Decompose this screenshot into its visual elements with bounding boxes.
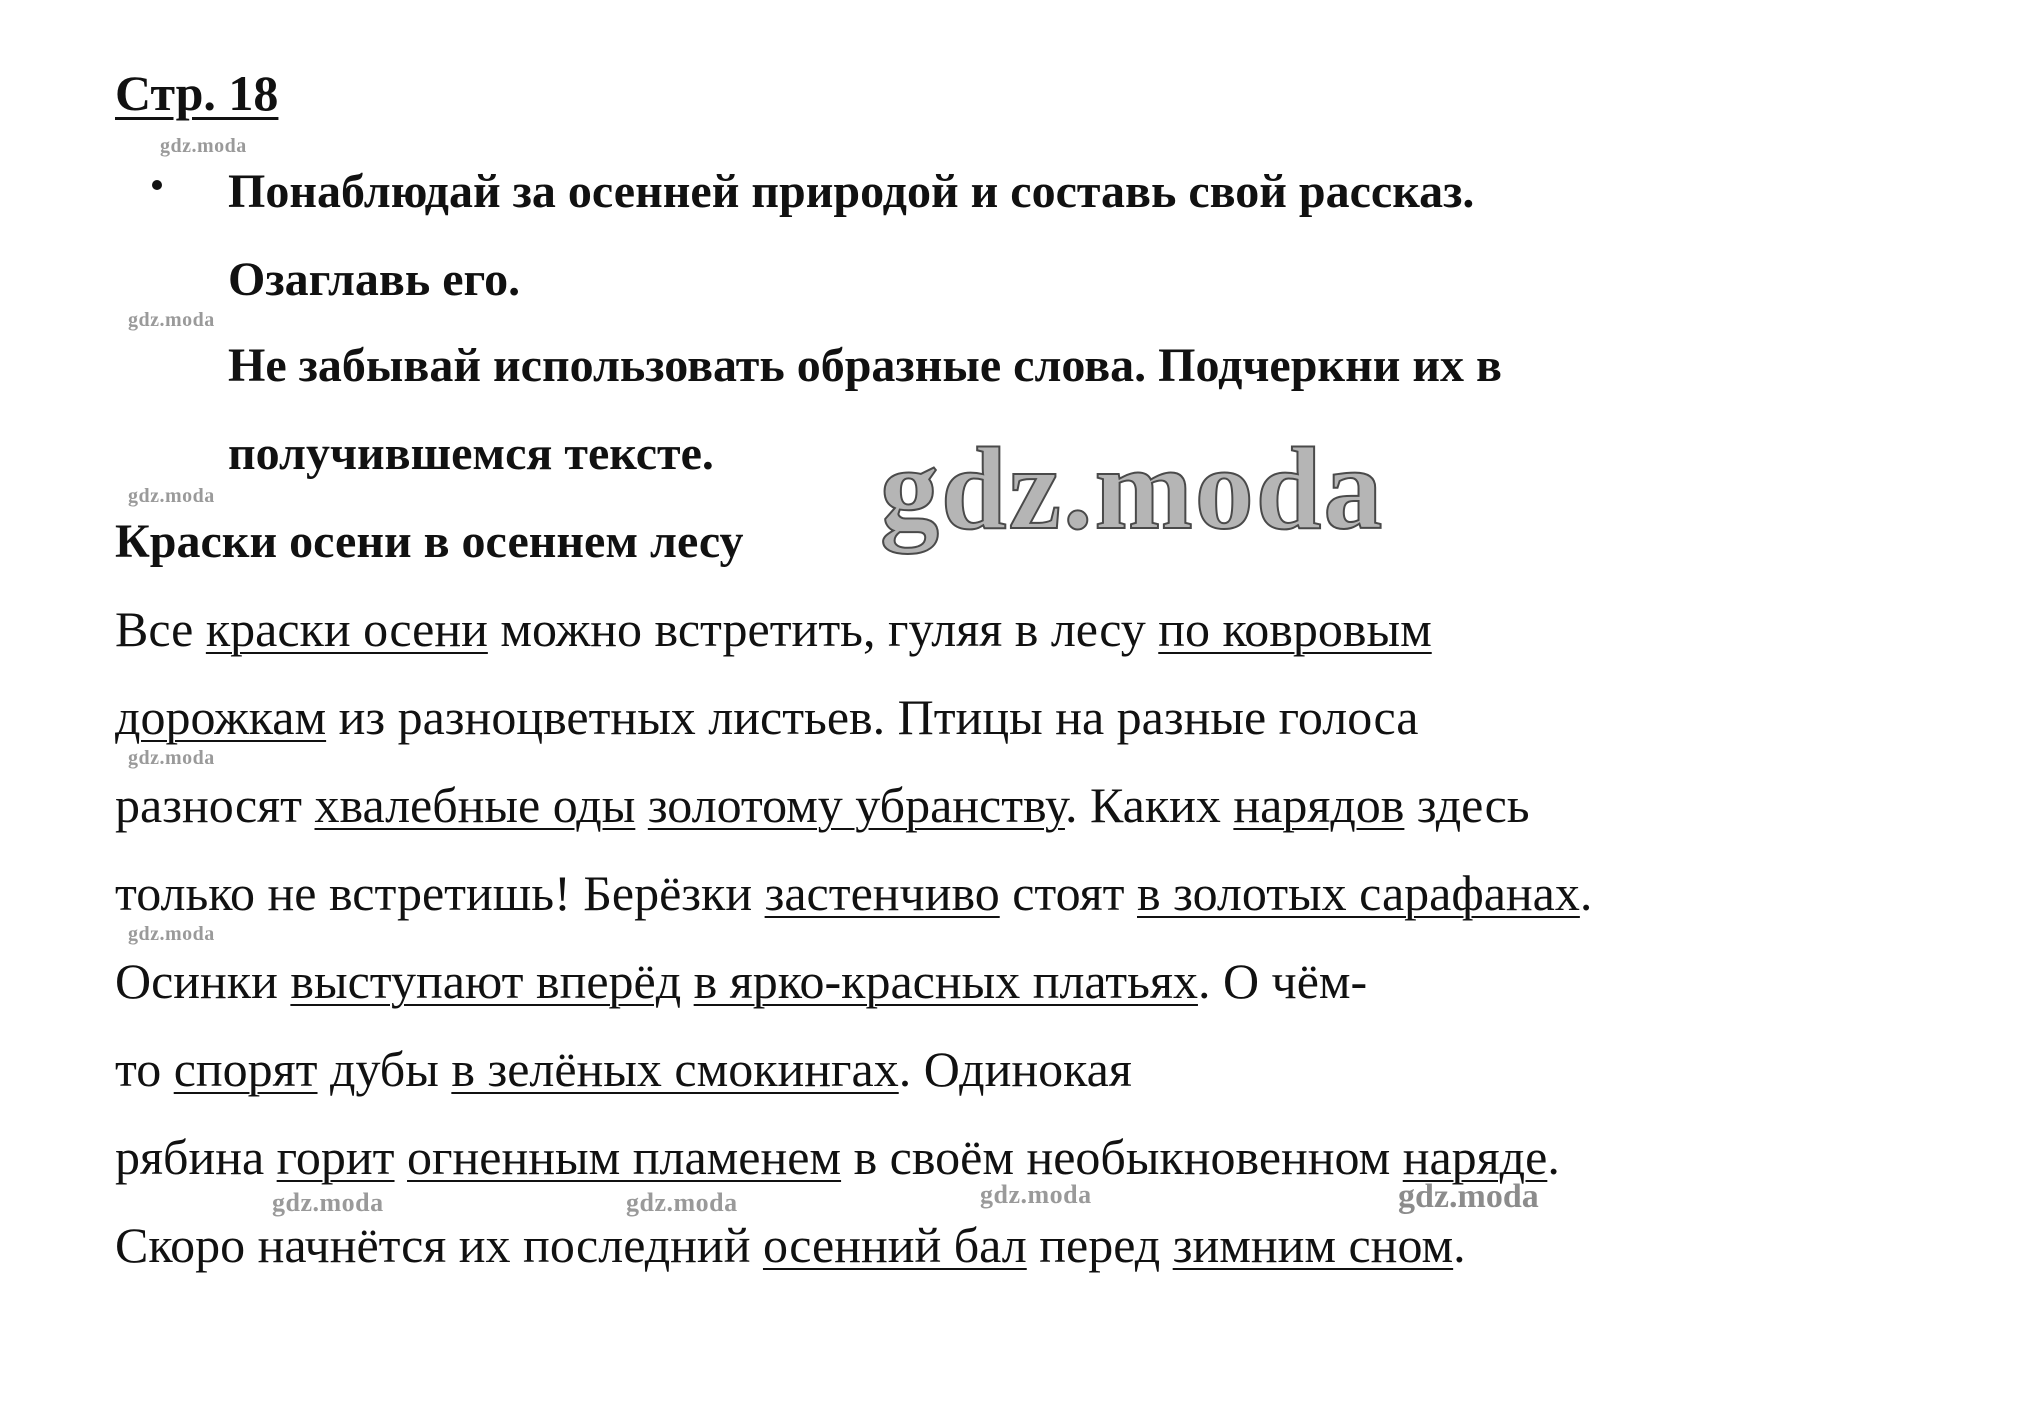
page-heading: Стр. 18: [115, 65, 279, 121]
story-line-6: то спорят дубы в зелёных смокингах. Одинокая: [115, 1041, 1132, 1097]
story-line-3: разносят хвалебные оды золотому убранству. Каких нарядов здесь: [115, 777, 1530, 833]
task-line-3: Не забывай использовать образные слова. Подчеркни их в: [228, 339, 1502, 392]
figurative-phrase: выступают вперёд: [290, 953, 682, 1009]
watermark: gdz.moda: [128, 309, 215, 331]
figurative-phrase: в ярко-красных платьях: [693, 953, 1198, 1009]
watermark: gdz.moda: [272, 1188, 384, 1217]
figurative-phrase: застенчиво: [764, 865, 1000, 921]
figurative-phrase: спорят: [173, 1041, 318, 1097]
story-line-1: Все краски осени можно встретить, гуляя в лесу по ковровым: [115, 601, 1432, 657]
watermark: gdz.moda: [626, 1188, 738, 1217]
watermark: gdz.moda: [160, 135, 247, 157]
watermark: gdz.moda: [1398, 1178, 1539, 1215]
story-line-4: только не встретишь! Берёзки застенчиво стоят в золотых сарафанах.: [115, 865, 1593, 921]
story-line-8: Скоро начнётся их последний осенний бал перед зимним сном.: [115, 1217, 1466, 1273]
figurative-phrase: зимним сном: [1172, 1217, 1454, 1273]
figurative-phrase: нарядов: [1233, 777, 1405, 833]
watermark: gdz.moda: [128, 923, 215, 945]
story-line-5: Осинки выступают вперёд в ярко-красных платьях. О чём-: [115, 953, 1368, 1009]
bullet-icon: [152, 180, 162, 190]
figurative-phrase: осенний бал: [762, 1217, 1027, 1273]
figurative-phrase: дорожкам: [115, 689, 327, 745]
task-line-4: получившемся тексте.: [228, 427, 714, 480]
figurative-phrase: краски осени: [205, 601, 488, 657]
figurative-phrase: огненным пламенем: [407, 1129, 842, 1185]
figurative-phrase: хвалебные оды: [314, 777, 636, 833]
watermark: gdz.moda: [128, 747, 215, 769]
watermark-logo: gdz.moda: [880, 423, 1385, 554]
story-line-7: рябина горит огненным пламенем в своём необыкновенном наряде.: [115, 1129, 1560, 1185]
figurative-phrase: по ковровым: [1158, 601, 1432, 657]
figurative-phrase: наряде: [1402, 1129, 1548, 1185]
watermark: gdz.moda: [980, 1180, 1092, 1209]
figurative-phrase: золотому убранству: [647, 777, 1065, 833]
figurative-phrase: в зелёных смокингах: [451, 1041, 899, 1097]
task-line-1: Понаблюдай за осенней природой и составь свой рассказ.: [228, 165, 1475, 218]
story-line-2: дорожкам из разноцветных листьев. Птицы на разные голоса: [115, 689, 1419, 745]
figurative-phrase: в золотых сарафанах: [1137, 865, 1580, 921]
figurative-phrase: горит: [276, 1129, 395, 1185]
story-title: Краски осени в осеннем лесу: [115, 515, 744, 568]
watermark: gdz.moda: [128, 485, 215, 507]
task-line-2: Озаглавь его.: [228, 253, 521, 306]
